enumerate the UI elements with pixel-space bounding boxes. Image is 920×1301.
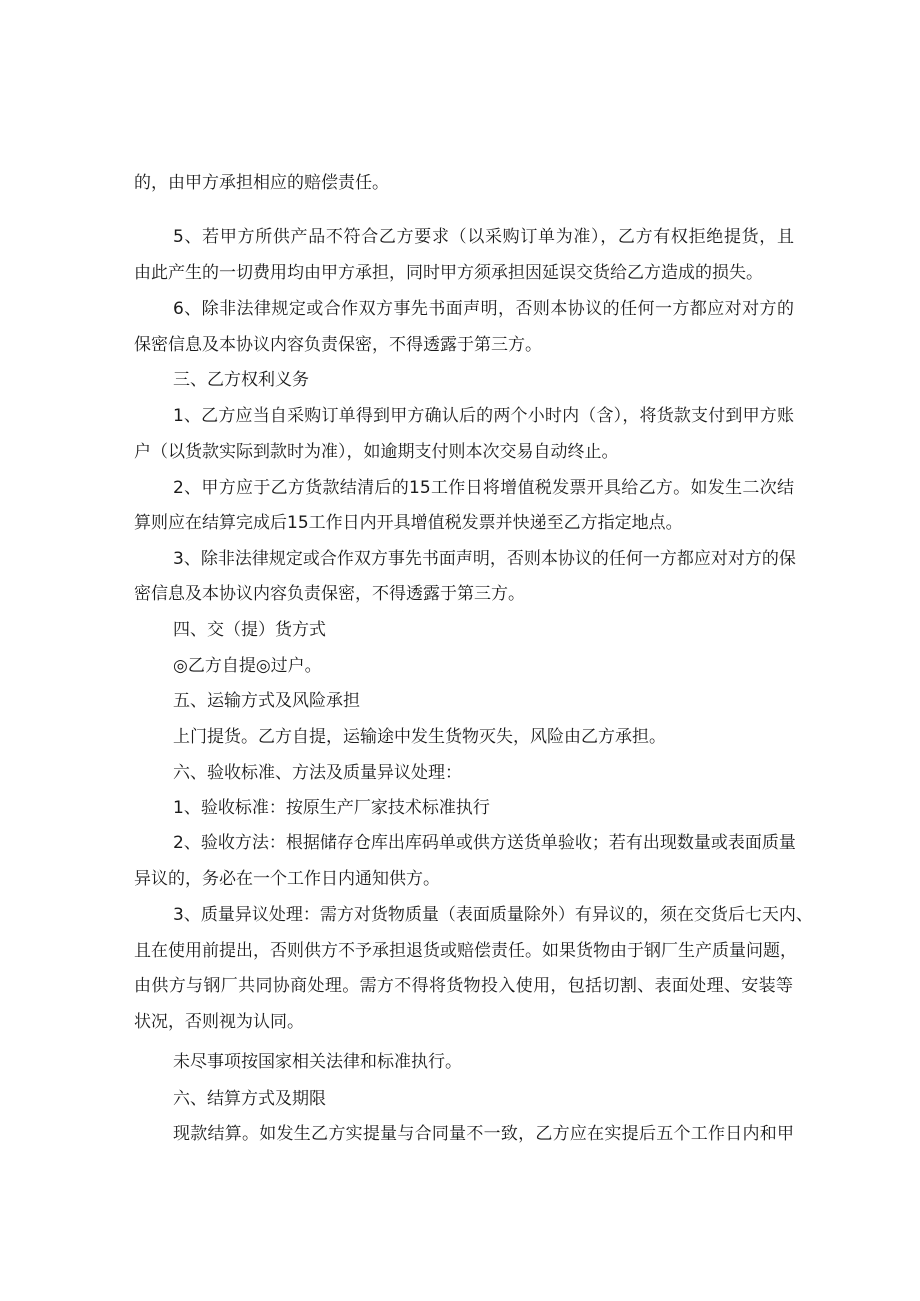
clause-3-2-line-1: 2、甲方应于乙方货款结清后的15工作日将增值税发票开具给乙方。如发生二次结: [173, 478, 794, 498]
delivery-method-text: ◎乙方自提◎过户。: [173, 656, 322, 676]
clause-2-5-line-2: 由此产生的一切费用均由甲方承担，同时甲方须承担因延误交货给乙方造成的损失。: [134, 263, 763, 283]
clause-6-2-line-2: 异议的，务必在一个工作日内通知供方。: [134, 869, 440, 889]
settlement-text-line-1: 现款结算。如发生乙方实提量与合同量不一致，乙方应在实提后五个工作日内和甲: [173, 1124, 794, 1144]
section-settlement-heading: 六、结算方式及期限: [173, 1089, 326, 1109]
section-6-heading: 六、验收标准、方法及质量异议处理：: [173, 763, 462, 783]
clause-6-1: 1、验收标准：按原生产厂家技术标准执行: [173, 798, 490, 818]
section-3-heading: 三、乙方权利义务: [173, 370, 309, 390]
clause-3-2-line-2: 算则应在结算完成后15工作日内开具增值税发票并快递至乙方指定地点。: [134, 513, 683, 533]
clause-6-3-line-4: 状况，否则视为认同。: [134, 1012, 304, 1032]
clause-3-1-line-2: 户（以货款实际到款时为准），如逾期支付则本次交易自动终止。: [134, 442, 619, 462]
clause-2-5-line-1: 5、若甲方所供产品不符合乙方要求（以采购订单为准），乙方有权拒绝提货，且: [173, 227, 794, 247]
clause-6-3-line-2: 且在使用前提出，否则供方不予承担退货或赔偿责任。如果货物由于钢厂生产质量问题，: [134, 941, 797, 961]
clause-3-3-line-2: 密信息及本协议内容负责保密，不得透露于第三方。: [134, 584, 525, 604]
clause-6-2-line-1: 2、验收方法：根据储存仓库出库码单或供方送货单验收；若有出现数量或表面质量: [173, 833, 796, 853]
remaining-matters-text: 未尽事项按国家相关法律和标准执行。: [173, 1052, 462, 1072]
clause-2-6-line-1: 6、除非法律规定或合作双方事先书面声明，否则本协议的任何一方都应对对方的: [173, 299, 794, 319]
clause-3-3-line-1: 3、除非法律规定或合作双方事先书面声明，否则本协议的任何一方都应对对方的保: [173, 549, 796, 569]
clause-6-3-line-1: 3、质量异议处理：需方对货物质量（表面质量除外）有异议的，须在交货后七天内、: [173, 905, 813, 925]
clause-3-1-line-1: 1、乙方应当自采购订单得到甲方确认后的两个小时内（含），将货款支付到甲方账: [173, 406, 794, 426]
clause-2-6-line-2: 保密信息及本协议内容负责保密，不得透露于第三方。: [134, 335, 542, 355]
text-line-continuation: 的，由甲方承担相应的赔偿责任。: [134, 173, 389, 193]
clause-6-3-line-3: 由供方与钢厂共同协商处理。需方不得将货物投入使用，包括切割、表面处理、安装等: [134, 976, 793, 996]
section-4-heading: 四、交（提）货方式: [173, 620, 326, 640]
transport-risk-text: 上门提货。乙方自提，运输途中发生货物灭失，风险由乙方承担。: [173, 727, 666, 747]
section-5-heading: 五、运输方式及风险承担: [173, 691, 360, 711]
